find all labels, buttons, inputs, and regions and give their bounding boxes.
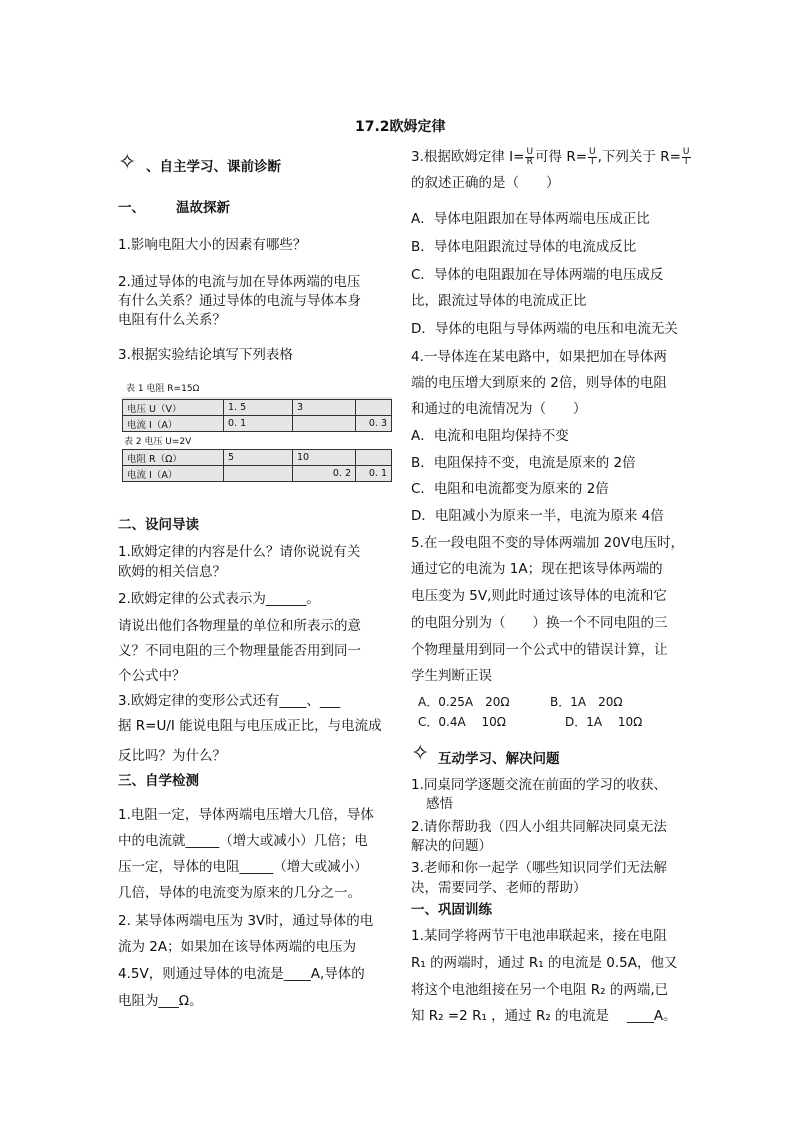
guided-reading-line: 请说出他们各物理量的单位和所表示的意 — [118, 618, 361, 634]
interactive-line: 1.同桌同学逐题交流在前面的学习的收获、 — [411, 777, 667, 793]
section-heading-practice: 一、巩固训练 — [411, 902, 492, 918]
table-1-caption: 表 1 电阻 R=15Ω — [126, 384, 200, 394]
practice-line: R₁ 的两端时，通过 R₁ 的电流是 0.5A，他又 — [411, 955, 678, 971]
option-d: D．导体的电阻与导体两端的电压和电流无关 — [411, 321, 678, 337]
option-d: D．电阻减小为原来一半，电流为原来 4倍 — [411, 508, 664, 524]
question-4-line: 4.一导体连在某电路中，如果把加在导体两 — [411, 349, 667, 365]
table-row — [123, 466, 392, 482]
table-cell: 0. 3 — [356, 416, 392, 432]
sparkle-icon: ✧ — [118, 150, 137, 175]
sparkle-icon: ✧ — [411, 741, 430, 766]
practice-line: 将这个电池组接在另一个电阻 R₂ 的两端,已 — [411, 982, 669, 998]
option-b: B．电阻保持不变，电流是原来的 2倍 — [411, 455, 636, 471]
section-heading-guided-reading: 二、设问导读 — [118, 517, 199, 533]
question-4-line: 和通过的电流情况为（ ） — [411, 401, 587, 417]
question-2-line: 有什么关系？通过导体的电流与导体本身 — [118, 293, 361, 309]
option-d: D．1A 10Ω — [565, 715, 643, 729]
table-cell — [293, 416, 356, 432]
section-heading-self-study: 、自主学习、课前诊断 — [146, 159, 281, 175]
denominator: I — [591, 156, 594, 167]
table-2-caption: 表 2 电压 U=2V — [124, 437, 192, 447]
section-heading-self-test: 三、自学检测 — [118, 773, 199, 789]
question-5-line: 学生判断正误 — [411, 668, 492, 684]
interactive-line: 3.老师和你一起学（哪些知识同学们无法解 — [411, 860, 667, 876]
question-2-line: 2.通过导体的电流与加在导体两端的电压 — [118, 274, 361, 290]
self-test-line: 2. 某导体两端电压为 3V时，通过导体的电 — [118, 913, 374, 929]
formula-text: 可得 R= — [535, 149, 588, 165]
option-c: C．导体的电阻跟加在导体两端的电压成反 — [411, 267, 664, 283]
fraction-u-over-i — [682, 148, 691, 167]
guided-reading-line: 义？不同电阻的三个物理量能否用到同一 — [118, 643, 361, 659]
table-cell: 3 — [293, 400, 356, 416]
interactive-line: 2.请你帮助我（四人小组共同解决同桌无法 — [411, 819, 667, 835]
fraction-u-over-i — [588, 148, 597, 167]
numerator: U — [682, 146, 690, 157]
practice-line: 1.某同学将两节干电池串联起来，接在电阻 — [411, 928, 667, 944]
option-a: A．导体电阻跟加在导体两端电压成正比 — [411, 211, 650, 227]
interactive-line: 解决的问题） — [411, 838, 492, 854]
interactive-line: 决，需要同学、老师的帮助） — [411, 880, 587, 896]
question-4-line: 端的电压增大到原来的 2倍，则导体的电阻 — [411, 375, 667, 391]
table-cell: 10 — [293, 450, 356, 466]
guided-reading-line: 个公式中？ — [118, 668, 186, 684]
self-test-line: 4.5V，则通过导体的电流是____A,导体的 — [118, 966, 365, 982]
question-5-line: 个物理量用到同一个公式中的错误计算，让 — [411, 642, 668, 658]
table-cell: 电阻 R（Ω） — [123, 450, 224, 466]
section-heading-interactive: 互动学习、解决问题 — [438, 751, 560, 767]
table-cell: 5 — [224, 450, 293, 466]
table-row — [123, 450, 392, 466]
table-cell: 0. 1 — [356, 466, 392, 482]
right-question-3-formula — [411, 146, 692, 168]
guided-reading-line: 2.欧姆定律的公式表示为______。 — [118, 591, 320, 607]
formula-text: ,下列关于 R= — [597, 149, 681, 165]
table-cell: 电压 U（V） — [123, 400, 224, 416]
guided-reading-line: 据 R=U/I 能说电阻与电压成正比，与电流成 — [118, 718, 382, 734]
page-title: 17.2欧姆定律 — [355, 119, 446, 135]
question-2-line: 电阻有什么关系？ — [118, 312, 226, 328]
interactive-line: 感悟 — [426, 796, 453, 812]
formula-text: 3.根据欧姆定律 I= — [411, 149, 525, 165]
subsection-number: 一、 — [118, 200, 145, 216]
guided-reading-line: 反比吗？为什么？ — [118, 748, 226, 764]
table-cell: 电流 I（A） — [123, 466, 224, 482]
guided-reading-line: 3.欧姆定律的变形公式还有____、___ — [118, 693, 341, 709]
option-c: C．电阻和电流都变为原来的 2倍 — [411, 481, 609, 497]
option-c: 比，跟流过导体的电流成正比 — [411, 293, 587, 309]
self-test-line: 1.电阻一定，导体两端电压增大几倍，导体 — [118, 807, 374, 823]
question-5-line: 通过它的电流为 1A；现在把该导体两端的 — [411, 561, 663, 577]
table-cell: 1. 5 — [224, 400, 293, 416]
question-5-line: 的电阻分别为（ ）换一个不同电阻的三 — [411, 615, 668, 631]
question-5-line: 电压变为 5V,则此时通过该导体的电流和它 — [411, 588, 667, 604]
self-test-line: 几倍，导体的电流变为原来的几分之一。 — [118, 885, 361, 901]
question-3-stem: 的叙述正确的是（ ） — [411, 175, 560, 191]
question-3: 3.根据实验结论填写下列表格 — [118, 347, 293, 363]
table-row — [123, 400, 392, 416]
option-c: C．0.4A 10Ω — [418, 715, 506, 729]
self-test-line: 压一定，导体的电阻_____（增大或减小） — [118, 859, 368, 875]
guided-reading-line: 欧姆的相关信息？ — [118, 564, 226, 580]
self-test-line: 流为 2A；如果加在该导体两端的电压为 — [118, 939, 357, 955]
denominator: I — [684, 156, 688, 167]
data-table-2 — [122, 449, 392, 482]
subsection-title: 温故探新 — [176, 200, 230, 216]
question-5-line: 5.在一段电阻不变的导体两端加 20V电压时， — [411, 535, 685, 551]
table-cell: 0. 1 — [224, 416, 293, 432]
self-test-line: 电阻为___Ω。 — [118, 993, 203, 1009]
fraction-u-over-r — [525, 148, 534, 167]
numerator: U — [526, 146, 534, 157]
table-cell — [356, 450, 392, 466]
denominator: R — [526, 156, 533, 167]
option-b: B．导体电阻跟流过导体的电流成反比 — [411, 239, 637, 255]
question-1: 1.影响电阻大小的因素有哪些？ — [118, 237, 307, 253]
table-cell: 0. 2 — [293, 466, 356, 482]
option-b: B．1A 20Ω — [550, 695, 623, 709]
option-a: A．电流和电阻均保持不变 — [411, 428, 569, 444]
numerator: U — [589, 146, 596, 157]
self-test-line: 中的电流就_____（增大或减小）几倍；电 — [118, 833, 368, 849]
table-cell — [356, 400, 392, 416]
table-row — [123, 416, 392, 432]
table-cell: 电流 I（A） — [123, 416, 224, 432]
data-table-1 — [122, 399, 392, 432]
table-cell — [224, 466, 293, 482]
option-a: A．0.25A 20Ω — [418, 695, 510, 709]
guided-reading-line: 1.欧姆定律的内容是什么？请你说说有关 — [118, 544, 361, 560]
practice-line: 知 R₂ =2 R₁ ，通过 R₂ 的电流是 ____A。 — [411, 1008, 677, 1024]
